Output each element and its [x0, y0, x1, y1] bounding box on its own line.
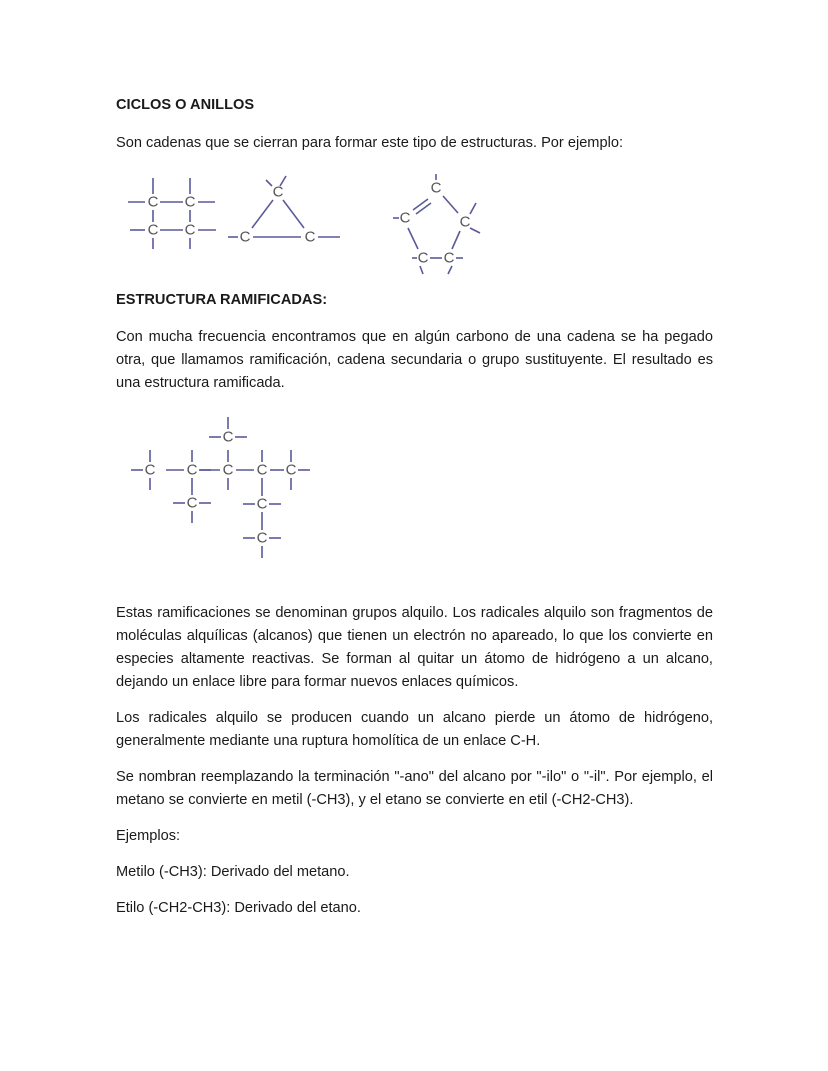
bond-line: [470, 203, 476, 214]
carbon-atom: C: [399, 209, 411, 227]
carbon-atom: C: [256, 529, 268, 547]
carbon-atom: C: [186, 461, 198, 479]
paragraph-alkyl-groups: Estas ramificaciones se denominan grupos alquilo. Los radicales alquilo son fragmentos de moléculas alquílicas (alcanos) que tienen un electrón no apareado, lo que los convierte en especies altamente reactivas. Se forman al quitar un átomo de hidrógeno a un alcano, dejando un enlace libre para formar nuevos enlaces químicos.: [116, 605, 713, 690]
carbon-atom: C: [304, 228, 316, 246]
bond-line: [408, 228, 418, 249]
paragraph-radical-formation: Los radicales alquilo se producen cuando un alcano pierde un átomo de hidrógeno, generalmente mediante una ruptura homolítica de un enlace C-H.: [116, 710, 713, 749]
bond-line: [416, 203, 431, 214]
carbon-atom: C: [272, 183, 284, 201]
carbon-atom: C: [459, 213, 471, 231]
carbon-atom: C: [417, 249, 429, 267]
carbon-atom: C: [147, 221, 159, 239]
bond-line: [413, 199, 428, 210]
carbon-atom: C: [222, 461, 234, 479]
carbon-atom: C: [256, 461, 268, 479]
carbon-atom: C: [184, 193, 196, 211]
carbon-atom: C: [184, 221, 196, 239]
carbon-atom: C: [186, 494, 198, 512]
rings-heading: CICLOS O ANILLOS: [116, 97, 255, 113]
carbon-atom: C: [430, 179, 442, 197]
bond-line: [470, 228, 480, 233]
carbon-atom: C: [285, 461, 297, 479]
examples-label: Ejemplos:: [116, 828, 181, 844]
branched-text: Con mucha frecuencia encontramos que en algún carbono de una cadena se ha pegado otra, que llamamos ramificación, cadena secundaria o grupo sustituyente. El resultado es una estructura ramificada.: [116, 329, 713, 391]
bond-line: [283, 200, 304, 228]
paragraph-naming: Se nombran reemplazando la terminación "-ano" del alcano por "-ilo" o "-il". Por ejemplo, el metano se convierte en metil (-CH3), y el etano se convierte en etil (-CH2-CH3).: [116, 769, 713, 808]
carbon-atom: C: [443, 249, 455, 267]
carbon-atom: C: [147, 193, 159, 211]
bond-line: [266, 180, 272, 186]
branched-heading: ESTRUCTURA RAMIFICADAS:: [116, 292, 328, 308]
carbon-atom: C: [239, 228, 251, 246]
bond-line: [252, 200, 273, 228]
example-methyl: Metilo (-CH3): Derivado del metano.: [116, 864, 350, 880]
carbon-atom: C: [144, 461, 156, 479]
carbon-atom: C: [256, 495, 268, 513]
example-ethyl: Etilo (-CH2-CH3): Derivado del etano.: [116, 900, 361, 916]
bond-line: [443, 196, 458, 213]
bond-line: [420, 266, 423, 274]
carbon-atom: C: [222, 428, 234, 446]
bond-line: [452, 231, 460, 249]
bond-line: [448, 266, 452, 274]
rings-text: Son cadenas que se cierran para formar este tipo de estructuras. Por ejemplo:: [116, 135, 623, 151]
